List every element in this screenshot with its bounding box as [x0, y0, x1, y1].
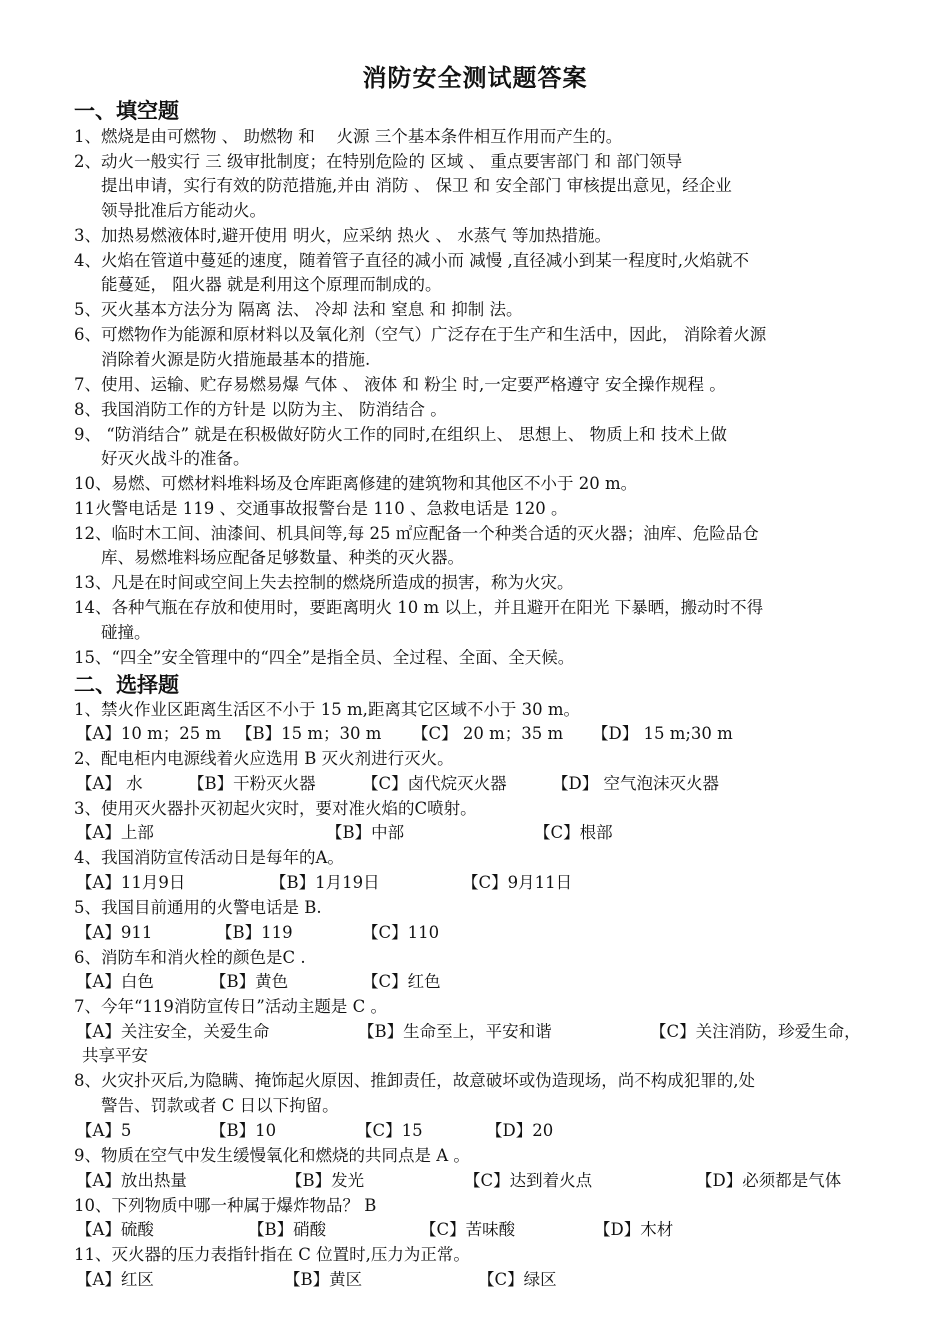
option-c: 【C】达到着火点	[464, 1171, 593, 1190]
option-a: 【A】白色	[76, 972, 154, 991]
choice-question: 2、配电柜内电源线着火应选用 B 灭火剂进行灭火。	[74, 749, 454, 768]
option-b: 【B】10	[210, 1121, 277, 1140]
question-line: 7、使用、运输、贮存易燃易爆 气体 、 液体 和 粉尘 时,一定要严格遵守 安全操作规程 。	[74, 375, 726, 394]
option-c: 【C】 20 m；35 m	[412, 724, 564, 743]
option-c: 【C】15	[356, 1121, 423, 1140]
option-a: 【A】硫酸	[76, 1220, 154, 1239]
option-d: 【D】 15 m;30 m	[592, 724, 733, 743]
option-a: 【A】911	[76, 923, 153, 942]
option-b: 【B】生命至上，平安和谐	[358, 1022, 552, 1041]
choice-question: 11、灭火器的压力表指针指在 C 位置时,压力为正常。	[74, 1245, 470, 1264]
question-line: 8、我国消防工作的方针是 以防为主、 防消结合 。	[74, 400, 447, 419]
option-a: 【A】上部	[76, 823, 154, 842]
section-heading-fill-blank: 一、填空题	[74, 99, 179, 123]
choice-question: 1、禁火作业区距离生活区不小于 15 m,距离其它区域不小于 30 m。	[74, 700, 581, 719]
choice-question: 10、下列物质中哪一种属于爆炸物品？ B	[74, 1196, 377, 1215]
option-c: 【C】卤代烷灭火器	[362, 774, 507, 793]
option-c: 【C】苦味酸	[420, 1220, 516, 1239]
option-a: 【A】11月9日	[76, 873, 186, 892]
choice-question: 3、使用灭火器扑灭初起火灾时，要对准火焰的C喷射。	[74, 799, 477, 818]
question-line: 消除着火源是防火措施最基本的措施.	[101, 350, 371, 369]
question-line: 11火警电话是 119 、交通事故报警台是 110 、急救电话是 120 。	[74, 499, 568, 518]
option-c: 【C】关注消防，珍爱生命，	[650, 1022, 861, 1041]
option-d: 【D】 空气泡沫灭火器	[552, 774, 719, 793]
choice-question: 7、今年“119消防宣传日”活动主题是 C 。	[74, 997, 387, 1016]
option-b: 【B】黄色	[210, 972, 289, 991]
choice-question: 8、火灾扑灭后,为隐瞒、掩饰起火原因、推卸责任，故意破坏或伪造现场，尚不构成犯罪的,处	[74, 1071, 755, 1090]
option-b: 【B】15 m；30 m	[236, 724, 382, 743]
choice-question: 9、物质在空气中发生缓慢氧化和燃烧的共同点是 A 。	[74, 1146, 470, 1165]
page-title: 消防安全测试题答案	[362, 64, 588, 92]
section-heading-multiple-choice: 二、选择题	[74, 673, 179, 697]
option-a: 【A】5	[76, 1121, 132, 1140]
question-line: 14、各种气瓶在存放和使用时，要距离明火 10 m 以上，并且避开在阳光 下暴晒，搬动时不得	[74, 598, 764, 617]
choice-question: 4、我国消防宣传活动日是每年的A。	[74, 848, 344, 867]
question-line: 2、动火一般实行 三 级审批制度；在特别危险的 区域 、 重点要害部门 和 部门领导	[74, 152, 683, 171]
choice-question: 5、我国目前通用的火警电话是 B.	[74, 898, 322, 917]
option-a: 【A】 水	[76, 774, 143, 793]
question-line: 6、可燃物作为能源和原材料以及氧化剂（空气）广泛存在于生产和生活中，因此， 消除着火源	[74, 325, 767, 344]
option-b: 【B】黄区	[284, 1270, 363, 1289]
option-b: 【B】硝酸	[248, 1220, 327, 1239]
question-line: 9、 “防消结合” 就是在积极做好防火工作的同时,在组织上、 思想上、 物质上和 技术上做	[74, 425, 727, 444]
option-a: 【A】放出热量	[76, 1171, 187, 1190]
question-line: 好灭火战斗的准备。	[101, 449, 250, 468]
option-c: 【C】9月11日	[462, 873, 573, 892]
question-line: 能蔓延， 阻火器 就是利用这个原理而制成的。	[101, 275, 442, 294]
question-line: 1、燃烧是由可燃物 、 助燃物 和 火源 三个基本条件相互作用而产生的。	[74, 127, 623, 146]
choice-question: 6、消防车和消火栓的颜色是C .	[74, 948, 306, 967]
question-line: 5、灭火基本方法分为 隔离 法、 冷却 法和 窒息 和 抑制 法。	[74, 300, 523, 319]
option-a: 【A】关注安全，关爱生命	[76, 1022, 270, 1041]
question-line: 4、火焰在管道中蔓延的速度，随着管子直径的减小而 减慢 ,直径减小到某一程度时,火焰就不	[74, 251, 749, 270]
option-a: 【A】红区	[76, 1270, 154, 1289]
option-d: 【D】必须都是气体	[696, 1171, 842, 1190]
option-d: 【D】木材	[594, 1220, 674, 1239]
question-line: 库、易燃堆料场应配备足够数量、种类的灭火器。	[101, 548, 464, 567]
option-b: 【B】1月19日	[270, 873, 380, 892]
question-line: 碰撞。	[101, 623, 151, 642]
question-line: 领导批准后方能动火。	[101, 201, 266, 220]
option-c: 【C】红色	[362, 972, 441, 991]
option-b: 【B】119	[216, 923, 293, 942]
option-b: 【B】中部	[326, 823, 405, 842]
question-line: 10、易燃、可燃材料堆料场及仓库距离修建的建筑物和其他区不小于 20 m。	[74, 474, 638, 493]
question-line: 提出申请，实行有效的防范措施,并由 消防 、 保卫 和 安全部门 审核提出意见，经企业	[101, 176, 732, 195]
option-c: 【C】根部	[534, 823, 613, 842]
option-continuation: 共享平安	[82, 1046, 148, 1065]
option-b: 【B】干粉灭火器	[188, 774, 316, 793]
option-c: 【C】110	[362, 923, 440, 942]
option-d: 【D】20	[486, 1121, 554, 1140]
option-b: 【B】发光	[286, 1171, 365, 1190]
question-line: 15、“四全”安全管理中的“四全”是指全员、全过程、全面、全天候。	[74, 648, 575, 667]
choice-question-continued: 警告、罚款或者 C 日以下拘留。	[101, 1096, 339, 1115]
question-line: 13、凡是在时间或空间上失去控制的燃烧所造成的损害，称为火灾。	[74, 573, 574, 592]
question-line: 3、加热易燃液体时,避开使用 明火，应采纳 热火 、 水蒸气 等加热措施。	[74, 226, 611, 245]
option-a: 【A】10 m；25 m	[76, 724, 222, 743]
question-line: 12、临时木工间、油漆间、机具间等,每 25 ㎡应配备一个种类合适的灭火器；油库、危险品仓	[74, 524, 759, 543]
option-c: 【C】绿区	[478, 1270, 557, 1289]
